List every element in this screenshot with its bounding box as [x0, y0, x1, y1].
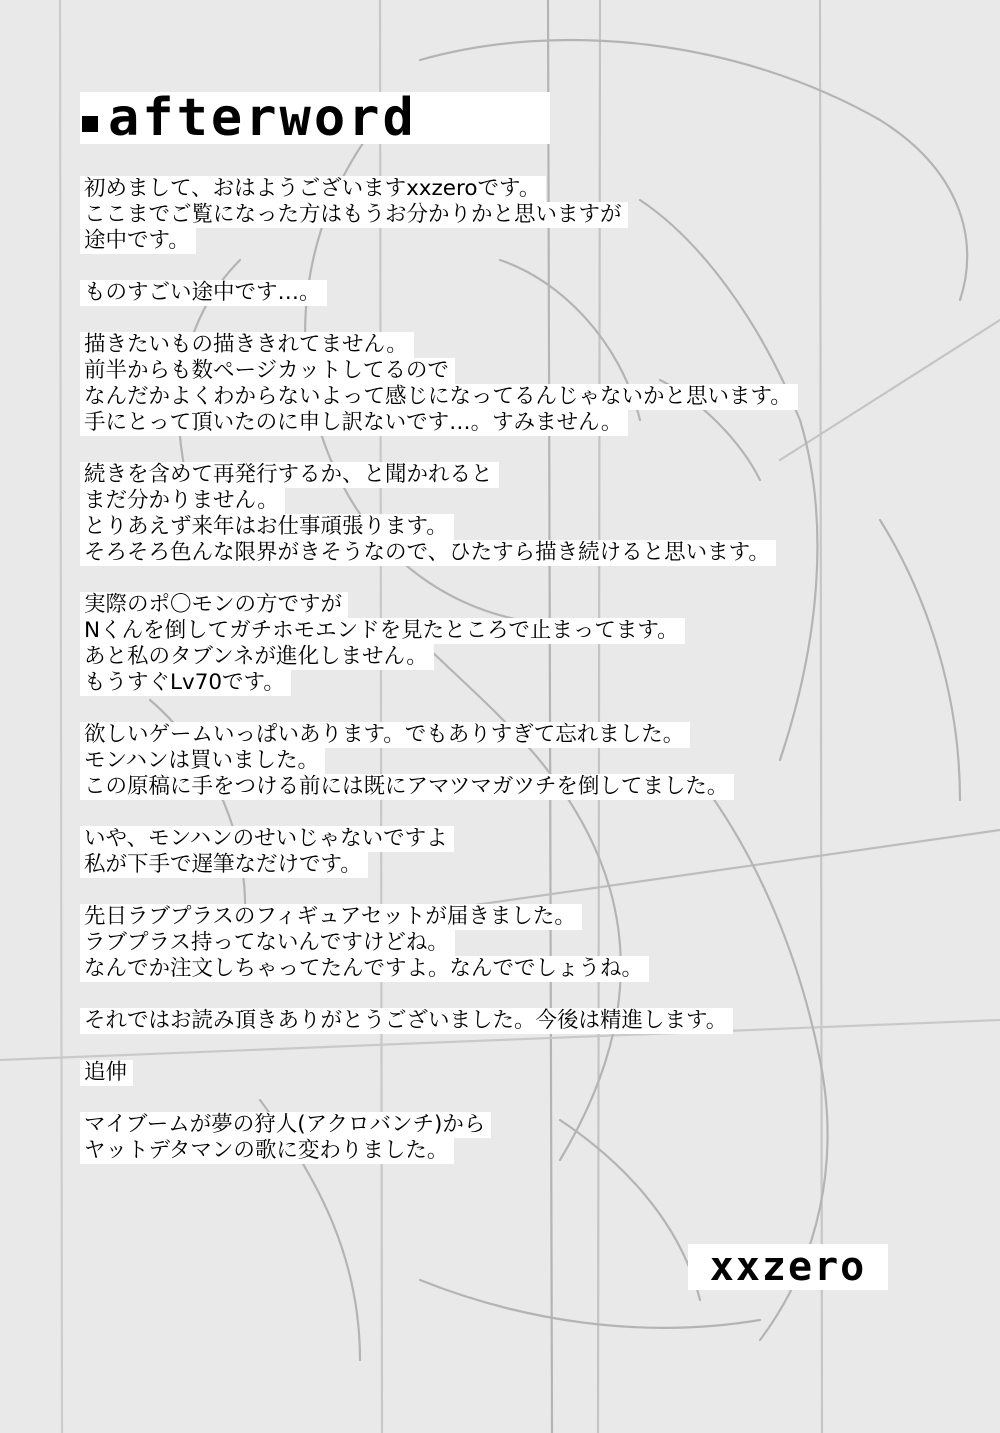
text-line-row: [80, 176, 960, 202]
text-line-row: [80, 462, 960, 488]
text-line-row: [80, 748, 960, 774]
paragraph: [80, 332, 960, 436]
text-line: それではお読み頂きありがとうございました。今後は精進します。: [80, 1008, 733, 1034]
paragraph: [80, 176, 960, 254]
title-bullet-square: [82, 116, 98, 132]
text-line-row: [80, 1008, 960, 1034]
paragraph: [80, 1008, 960, 1034]
text-line: 初めまして、おはようございますxxzeroです。: [80, 176, 546, 202]
paragraph: [80, 722, 960, 800]
text-line: 前半からも数ページカットしてるので: [80, 358, 455, 384]
text-line: 先日ラブプラスのフィギュアセットが届きました。: [80, 904, 582, 930]
text-line: あと私のタブンネが進化しません。: [80, 644, 434, 670]
text-line: マイブームが夢の狩人(アクロバンチ)から: [80, 1112, 491, 1138]
paragraph: [80, 592, 960, 696]
text-line-row: [80, 852, 960, 878]
text-line: なんだかよくわからないよって感じになってるんじゃないかと思います。: [80, 384, 798, 410]
text-line: ラブプラス持ってないんですけどね。: [80, 930, 455, 956]
text-line-row: [80, 540, 960, 566]
text-line-row: [80, 358, 960, 384]
text-line: 途中です。: [80, 228, 196, 254]
text-line-row: [80, 722, 960, 748]
text-line-row: [80, 384, 960, 410]
text-line-row: [80, 774, 960, 800]
text-line-row: [80, 644, 960, 670]
text-line-row: [80, 930, 960, 956]
text-line: この原稿に手をつける前には既にアマツマガツチを倒してました。: [80, 774, 734, 800]
text-line: 続きを含めて再発行するか、と聞かれると: [80, 462, 499, 488]
text-line: 欲しいゲームいっぱいあります。でもありすぎて忘れました。: [80, 722, 690, 748]
paragraph: [80, 1112, 960, 1164]
paragraph: [80, 462, 960, 566]
author-signature: xxzero: [709, 1244, 867, 1290]
afterword-text: [80, 176, 960, 1190]
text-line: 実際のポ〇モンの方ですが: [80, 592, 348, 618]
text-line-row: [80, 826, 960, 852]
text-line: 描きたいもの描ききれてません。: [80, 332, 414, 358]
text-line-row: [80, 514, 960, 540]
text-line: ここまでご覧になった方はもうお分かりかと思いますが: [80, 202, 628, 228]
text-line: ものすごい途中です…。: [80, 280, 327, 306]
page-title-box: [80, 88, 550, 148]
paragraph: [80, 904, 960, 982]
text-line: モンハンは買いました。: [80, 748, 325, 774]
text-line-row: [80, 332, 960, 358]
text-line: 手にとって頂いたのに申し訳ないです…。すみません。: [80, 410, 628, 436]
text-line-row: [80, 592, 960, 618]
page-title: afterword: [108, 88, 417, 148]
text-line: とりあえず来年はお仕事頑張ります。: [80, 514, 454, 540]
text-line-row: [80, 202, 960, 228]
text-line-row: [80, 956, 960, 982]
text-line-row: [80, 1112, 960, 1138]
paragraph: [80, 1060, 960, 1086]
text-line: なんでか注文しちゃってたんですよ。なんででしょうね。: [80, 956, 649, 982]
text-line-row: [80, 904, 960, 930]
text-line-row: [80, 618, 960, 644]
text-line: ヤットデタマンの歌に変わりました。: [80, 1138, 454, 1164]
text-line-row: [80, 280, 960, 306]
text-line: Nくんを倒してガチホモエンドを見たところで止まってます。: [80, 618, 685, 644]
text-line: まだ分かりません。: [80, 488, 285, 514]
paragraph: [80, 826, 960, 878]
text-line-row: [80, 1060, 960, 1086]
text-line: そろそろ色んな限界がきそうなので、ひたすら描き続けると思います。: [80, 540, 776, 566]
text-line: もうすぐLv70です。: [80, 670, 291, 696]
paragraph: [80, 280, 960, 306]
text-line: 追伸: [80, 1060, 133, 1086]
text-line-row: [80, 410, 960, 436]
signature-box: [688, 1244, 888, 1290]
text-line-row: [80, 1138, 960, 1164]
text-line-row: [80, 228, 960, 254]
text-line: 私が下手で遅筆なだけです。: [80, 852, 368, 878]
text-line-row: [80, 488, 960, 514]
text-line: いや、モンハンのせいじゃないですよ: [80, 826, 454, 852]
text-line-row: [80, 670, 960, 696]
